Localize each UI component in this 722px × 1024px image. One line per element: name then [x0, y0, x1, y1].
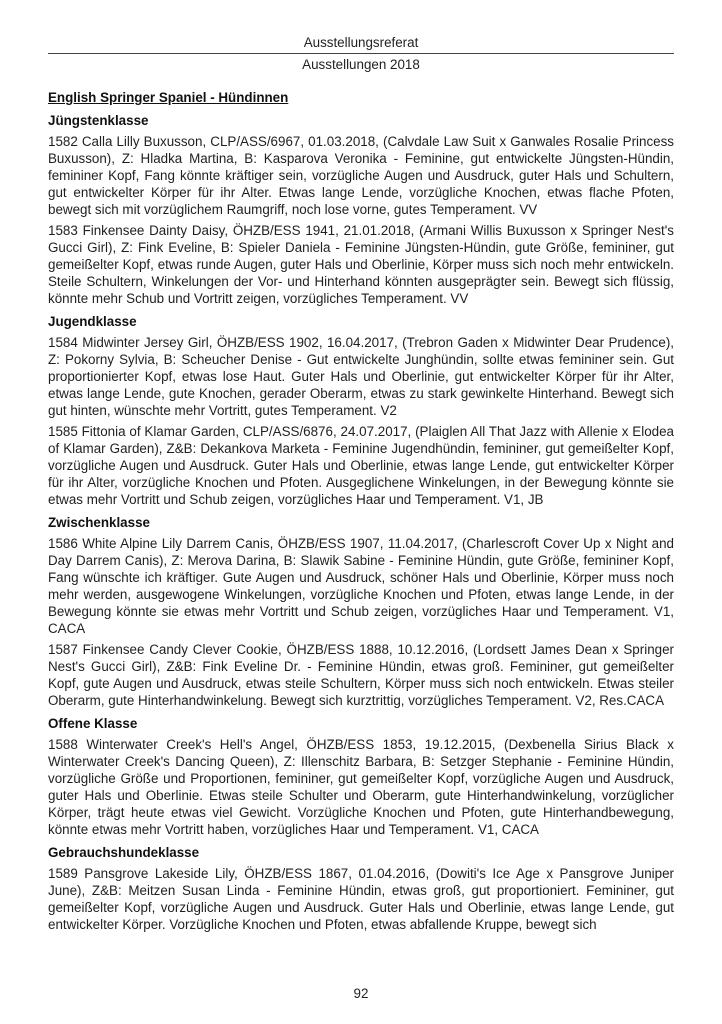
document-body: [48, 89, 674, 933]
entry-1583: 1583 Finkensee Dainty Daisy, ÖHZB/ESS 1941, 21.01.2018, (Armani Willis Buxusson x Springer Nest's Gucci Girl), Z: Fink Eveline, B: Spieler Daniela - Feminine Jüngsten-Hündin, gute Größe, femininer, gut gemeißelter Kopf, etwas runde Augen, guter Hals und Oberlinie, Körper muss sich noch mehr entwickeln. Steile Schultern, Winkelungen der Vor- und Hinterhand könnten ausgeprägter sein. Bewegt sich flüssig, könnte mehr Schub und Vortritt zeigen, vorzügliches Temperament. VV: [48, 223, 674, 306]
entry-1582: 1582 Calla Lilly Buxusson, CLP/ASS/6967, 01.03.2018, (Calvdale Law Suit x Ganwales Rosalie Princess Buxusson), Z: Hladka Martina, B: Kasparova Veronika - Feminine, gut entwickelte Jüngsten-Hündin, femininer Kopf, Fang könnte kräftiger sein, vorzügliche Augen und Ausdruck, guter Hals und Schultern, gut entwickelter Körper für ihr Alter. Etwas lange Lende, vorzügliche Knochen, etwas flache Pfoten, bewegt sich mit vorzüglichem Raumgriff, noch lose vorne, gutes Temperament. VV: [48, 134, 674, 217]
entry-1585: 1585 Fittonia of Klamar Garden, CLP/ASS/6876, 24.07.2017, (Plaiglen All That Jazz with Allenie x Elodea of Klamar Garden), Z&B: Dekankova Marketa - Feminine Jugendhündin, femininer, gut gemeißelter Kopf, vorzügliche Augen und Ausdruck. Guter Hals und Oberlinie, etwas lange Lende, gut entwickelter Körper für ihr Alter, vorzügliche Knochen und Pfoten. Ausgeglichene Winkelungen, in der Bewegung könnte sie etwas mehr Vortritt und Schub zeigen, vorzügliches Haar und Temperament. V1, JB: [48, 424, 674, 507]
entry-1587: 1587 Finkensee Candy Clever Cookie, ÖHZB/ESS 1888, 10.12.2016, (Lordsett James Dean x Springer Nest's Gucci Girl), Z&B: Fink Eveline Dr. - Feminine Hündin, etwas groß. Femininer, gut gemeißelter Kopf, gute Augen und Ausdruck, etwas steile Schultern, Körper muss sich noch entwickeln. Etwas steiler Oberarm, gute Hinterhandwinkelung. Bewegt sich kurztrittig, vorzügliches Temperament. V2, Res.CACA: [48, 642, 674, 708]
header-divider: [48, 53, 674, 54]
class-heading-juengstenklasse: Jüngstenklasse: [48, 113, 149, 128]
breed-title: English Springer Spaniel - Hündinnen: [48, 90, 289, 105]
entry-1588: 1588 Winterwater Creek's Hell's Angel, ÖHZB/ESS 1853, 19.12.2015, (Dexbenella Sirius Black x Winterwater Creek's Dancing Queen), Z: Illenschitz Barbara, B: Setzger Stephanie - Feminine Hündin, vorzügliche Größe und Proportionen, femininer, gut gemeißelter Kopf, vorzügliche Augen und Ausdruck, guter Hals und Oberlinie. Etwas steile Schulter und Oberarm, gute Hinterhandwinkelung, vorzüglicher Körper, trägt heute etwas viel Gewicht. Vorzügliche Knochen und Pfoten, gute Hinterhandbewegung, könnte etwas mehr Vortritt haben, vorzügliches Haar und Temperament. V1, CACA: [48, 737, 674, 837]
page-number: 92: [353, 986, 369, 1001]
entry-1586: 1586 White Alpine Lily Darrem Canis, ÖHZB/ESS 1907, 11.04.2017, (Charlescroft Cover Up x Night and Day Darrem Canis), Z: Merova Darina, B: Slawik Sabine - Feminine Hündin, gute Größe, femininer Kopf, Fang wünschte ich kräftiger. Gute Augen und Ausdruck, schöner Hals und Oberlinie, Körper muss noch mehr werden, ausgewogene Winkelungen, vorzügliche Knochen und Pfoten, etwas lange Lende, in der Bewegung könnte sie etwas mehr Vortritt und Schub zeigen, vorzügliches Haar und Temperament. V1, CACA: [48, 536, 674, 636]
class-heading-jugendklasse: Jugendklasse: [48, 314, 137, 329]
page-header: [48, 34, 674, 73]
page-footer: [0, 985, 722, 1002]
header-subtitle: Ausstellungen 2018: [302, 57, 420, 72]
class-heading-offene-klasse: Offene Klasse: [48, 716, 138, 731]
entry-1589: 1589 Pansgrove Lakeside Lily, ÖHZB/ESS 1867, 01.04.2016, (Dowiti's Ice Age x Pansgrove Juniper June), Z&B: Meitzen Susan Linda - Feminine Hündin, etwas groß, gut proportioniert. Femininer, gut gemeißelter Kopf, vorzügliche Augen und Ausdruck. Guter Hals und Oberlinie, etwas lange Lende, gut entwickelter Körper. Vorzügliche Knochen und Pfoten, etwas abfallende Kruppe, bewegt sich: [48, 866, 674, 932]
class-heading-zwischenklasse: Zwischenklasse: [48, 515, 150, 530]
class-heading-gebrauchshundeklasse: Gebrauchshundeklasse: [48, 845, 200, 860]
entry-1584: 1584 Midwinter Jersey Girl, ÖHZB/ESS 1902, 16.04.2017, (Trebron Gaden x Midwinter Dear Prudence), Z: Pokorny Sylvia, B: Scheucher Denise - Gut entwickelte Junghündin, sollte etwas femininer sein. Gut proportionierter Kopf, etwas lose Haut. Guter Hals und Oberlinie, gut entwickelter Körper für ihr Alter, etwas lange Lende, gute Knochen, gerader Oberarm, etwas zu stark gewinkelte Hinterhand. Bewegt sich gut hinten, wünschte mehr Vortritt, gutes Temperament. V2: [48, 335, 674, 418]
header-title: Ausstellungsreferat: [303, 35, 419, 50]
